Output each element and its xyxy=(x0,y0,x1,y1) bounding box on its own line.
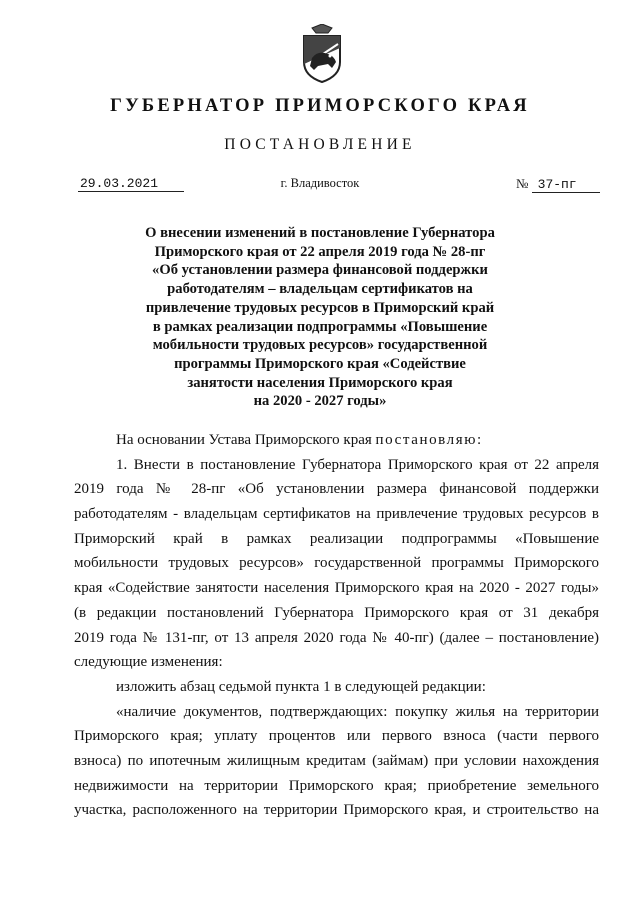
subject-line: занятости населения Приморского края xyxy=(187,374,453,391)
subject-line: в рамках реализации подпрограммы «Повышение xyxy=(152,318,488,335)
paragraph-line: 2019 года № 131-пг, от 13 апреля 2020 года № 40-пг) (далее – постановление) xyxy=(74,629,599,646)
paragraph-line: изложить абзац седьмой пункта 1 в следующей редакции: xyxy=(116,678,486,695)
subject-line: на 2020 - 2027 годы» xyxy=(253,393,387,410)
primorsky-coat-of-arms-icon xyxy=(298,24,346,84)
subject-line: «Об установлении размера финансовой поддержки xyxy=(152,262,488,279)
paragraph-line: следующие изменения: xyxy=(74,654,223,671)
basis-paragraph xyxy=(74,428,599,453)
subject-line: Приморского края от 22 апреля 2019 года № 28-пг xyxy=(154,243,486,260)
city: г. Владивосток xyxy=(280,176,360,190)
subject-line: программы Приморского края «Содействие xyxy=(174,355,466,372)
meta-row xyxy=(0,176,640,198)
paragraph-line: участка, расположенного на территории Приморского края, и строительство на xyxy=(74,802,599,819)
paragraph-line: работодателям - владельцам сертификатов на привлечение трудовых ресурсов в xyxy=(74,506,599,523)
paragraph-line: взноса) по ипотечным жилищным кредитам (займам) при условии нахождения xyxy=(74,752,599,769)
governor-title: ГУБЕРНАТОР ПРИМОРСКОГО КРАЯ xyxy=(110,96,530,116)
paragraph-line: 2019 года № 28-пг «Об установлении размера финансовой поддержки xyxy=(74,481,599,498)
document-type: ПОСТАНОВЛЕНИЕ xyxy=(224,136,416,153)
paragraph-line: недвижимости на территории Приморского края; приобретение земельного xyxy=(74,777,599,794)
subject-line: О внесении изменений в постановление Губернатора xyxy=(145,225,495,241)
paragraph-line: Приморский край в рамках реализации подпрограммы «Повышение xyxy=(74,530,599,547)
paragraph-line: мобильности трудовых ресурсов» государственной программы Приморского xyxy=(74,555,599,572)
decree-body xyxy=(74,428,599,823)
subject-line: привлечение трудовых ресурсов в Приморский край xyxy=(145,299,495,316)
subject-line: работодателям – владельцам сертификатов на xyxy=(167,281,473,298)
decree-date: 29.03.2021 xyxy=(78,176,184,192)
decree-number xyxy=(516,176,600,193)
paragraph-line: «наличие документов, подтверждающих: покупку жилья на территории xyxy=(116,703,599,720)
basis-verb: постановляю: xyxy=(375,432,483,448)
paragraph-line: 1. Внести в постановление Губернатора Приморского края от 22 апреля xyxy=(116,456,599,473)
subject-line: мобильности трудовых ресурсов» государственной xyxy=(152,337,488,354)
paragraph-line: (в редакции постановлений Губернатора Приморского края от 31 декабря xyxy=(74,604,599,621)
decree-subject xyxy=(100,224,540,411)
number-value: 37-пг xyxy=(532,177,600,193)
basis-text: На основании Устава Приморского края xyxy=(116,432,376,448)
paragraph-line: Приморского края; уплату процентов или первого взноса (части первого xyxy=(74,728,599,745)
paragraph-line: края «Содействие занятости населения Приморского края на 2020 - 2027 годы» xyxy=(74,580,599,597)
number-sign: № xyxy=(516,176,529,191)
